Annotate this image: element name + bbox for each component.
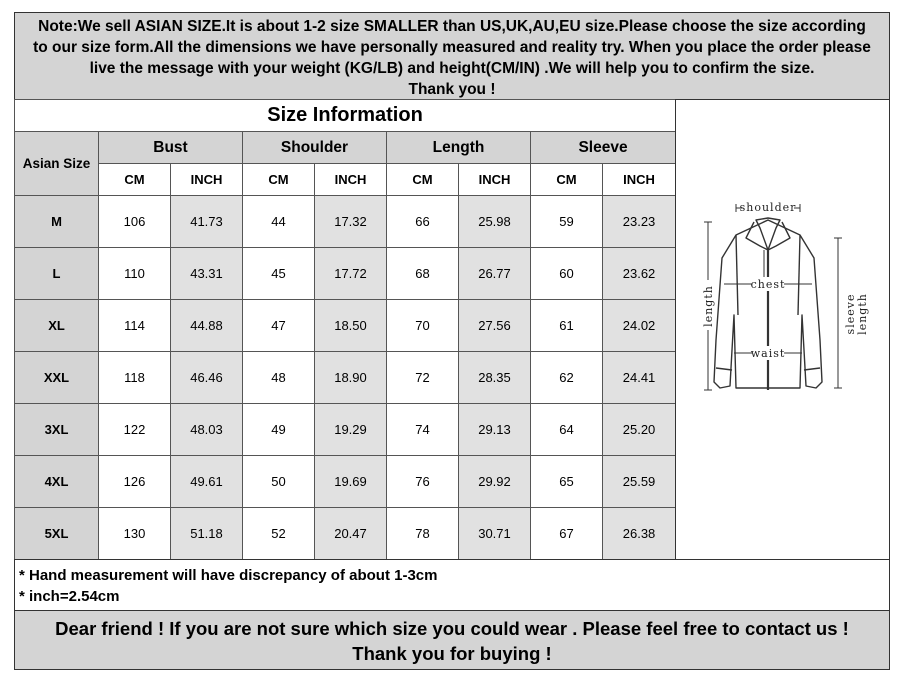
table-cell: 49 [243,404,315,456]
table-cell: 20.47 [315,508,387,560]
unit-header: CM [243,164,315,196]
contact-line-2: Thank you for buying ! [352,643,552,664]
table-cell: 19.29 [315,404,387,456]
table-cell: 24.41 [603,352,676,404]
table-cell: 62 [531,352,603,404]
size-label: M [15,196,99,248]
table-cell: 50 [243,456,315,508]
table-row [15,352,676,404]
footnote-inch: * inch=2.54cm [19,588,120,605]
note-line-3: live the message with your weight (KG/LB) and height(CM/IN) .We will help you to confirm the size. [89,60,815,77]
table-cell: 68 [387,248,459,300]
table-cell: 72 [387,352,459,404]
table-cell: 130 [99,508,171,560]
unit-header: INCH [171,164,243,196]
table-cell: 48.03 [171,404,243,456]
asian-size-header: Asian Size [15,132,99,196]
table-cell: 47 [243,300,315,352]
table-row [15,248,676,300]
table-cell: 67 [531,508,603,560]
table-cell: 78 [387,508,459,560]
table-cell: 110 [99,248,171,300]
table-cell: 60 [531,248,603,300]
unit-header: INCH [459,164,531,196]
unit-header: INCH [603,164,676,196]
group-header-bust: Bust [99,132,243,164]
table-row [15,508,676,560]
shirt-illustration [676,100,889,559]
table-cell: 27.56 [459,300,531,352]
table-cell: 44 [243,196,315,248]
table-cell: 26.77 [459,248,531,300]
group-header-length: Length [387,132,531,164]
note-line-2: to our size form.All the dimensions we have personally measured and reality try. When you place the order please [33,39,871,56]
table-cell: 43.31 [171,248,243,300]
size-label: 5XL [15,508,99,560]
sleeve-label: sleeve [844,293,857,335]
table-cell: 26.38 [603,508,676,560]
table-cell: 17.32 [315,196,387,248]
table-row [15,456,676,508]
note-line-1: Note:We sell ASIAN SIZE.It is about 1-2 size SMALLER than US,UK,AU,EU size.Please choose the size according [38,18,866,35]
length-label: length [702,285,715,327]
size-label: XL [15,300,99,352]
table-cell: 51.18 [171,508,243,560]
table-cell: 23.23 [603,196,676,248]
table-cell: 25.20 [603,404,676,456]
chest-label: chest [750,278,786,291]
table-cell: 114 [99,300,171,352]
table-cell: 24.02 [603,300,676,352]
size-label: 4XL [15,456,99,508]
table-cell: 59 [531,196,603,248]
shirt-measurement-diagram [675,99,890,560]
table-cell: 65 [531,456,603,508]
table-row [15,404,676,456]
shirt-outline-icon [714,218,822,390]
table-cell: 25.59 [603,456,676,508]
unit-header: CM [531,164,603,196]
footnote-measurement: * Hand measurement will have discrepancy of about 1-3cm [19,567,438,584]
contact-line-1: Dear friend ! If you are not sure which size you could wear . Please feel free to contact us ! [55,618,849,639]
table-cell: 45 [243,248,315,300]
table-cell: 17.72 [315,248,387,300]
table-row [15,196,676,248]
table-cell: 66 [387,196,459,248]
table-cell: 74 [387,404,459,456]
table-cell: 19.69 [315,456,387,508]
contact-banner [14,610,890,670]
table-title: Size Information [15,100,676,132]
waist-label: waist [750,347,786,360]
table-cell: 118 [99,352,171,404]
table-cell: 106 [99,196,171,248]
table-cell: 64 [531,404,603,456]
size-table [14,99,676,560]
table-cell: 28.35 [459,352,531,404]
sleeve-length-label: length [856,293,869,335]
table-cell: 70 [387,300,459,352]
table-cell: 52 [243,508,315,560]
table-cell: 29.92 [459,456,531,508]
table-row [15,300,676,352]
table-cell: 18.90 [315,352,387,404]
table-cell: 41.73 [171,196,243,248]
size-note-banner [14,12,890,100]
unit-header: CM [387,164,459,196]
table-cell: 126 [99,456,171,508]
note-line-4: Thank you ! [408,81,496,98]
size-label: L [15,248,99,300]
unit-header: INCH [315,164,387,196]
unit-header: CM [99,164,171,196]
shoulder-label: shoulder [739,201,797,214]
table-cell: 122 [99,404,171,456]
table-cell: 30.71 [459,508,531,560]
group-header-sleeve: Sleeve [531,132,676,164]
table-cell: 49.61 [171,456,243,508]
table-cell: 18.50 [315,300,387,352]
footnotes [14,559,890,611]
table-cell: 48 [243,352,315,404]
size-label: 3XL [15,404,99,456]
table-cell: 46.46 [171,352,243,404]
table-cell: 29.13 [459,404,531,456]
table-cell: 76 [387,456,459,508]
table-cell: 44.88 [171,300,243,352]
table-cell: 25.98 [459,196,531,248]
table-cell: 61 [531,300,603,352]
size-label: XXL [15,352,99,404]
table-cell: 23.62 [603,248,676,300]
group-header-shoulder: Shoulder [243,132,387,164]
